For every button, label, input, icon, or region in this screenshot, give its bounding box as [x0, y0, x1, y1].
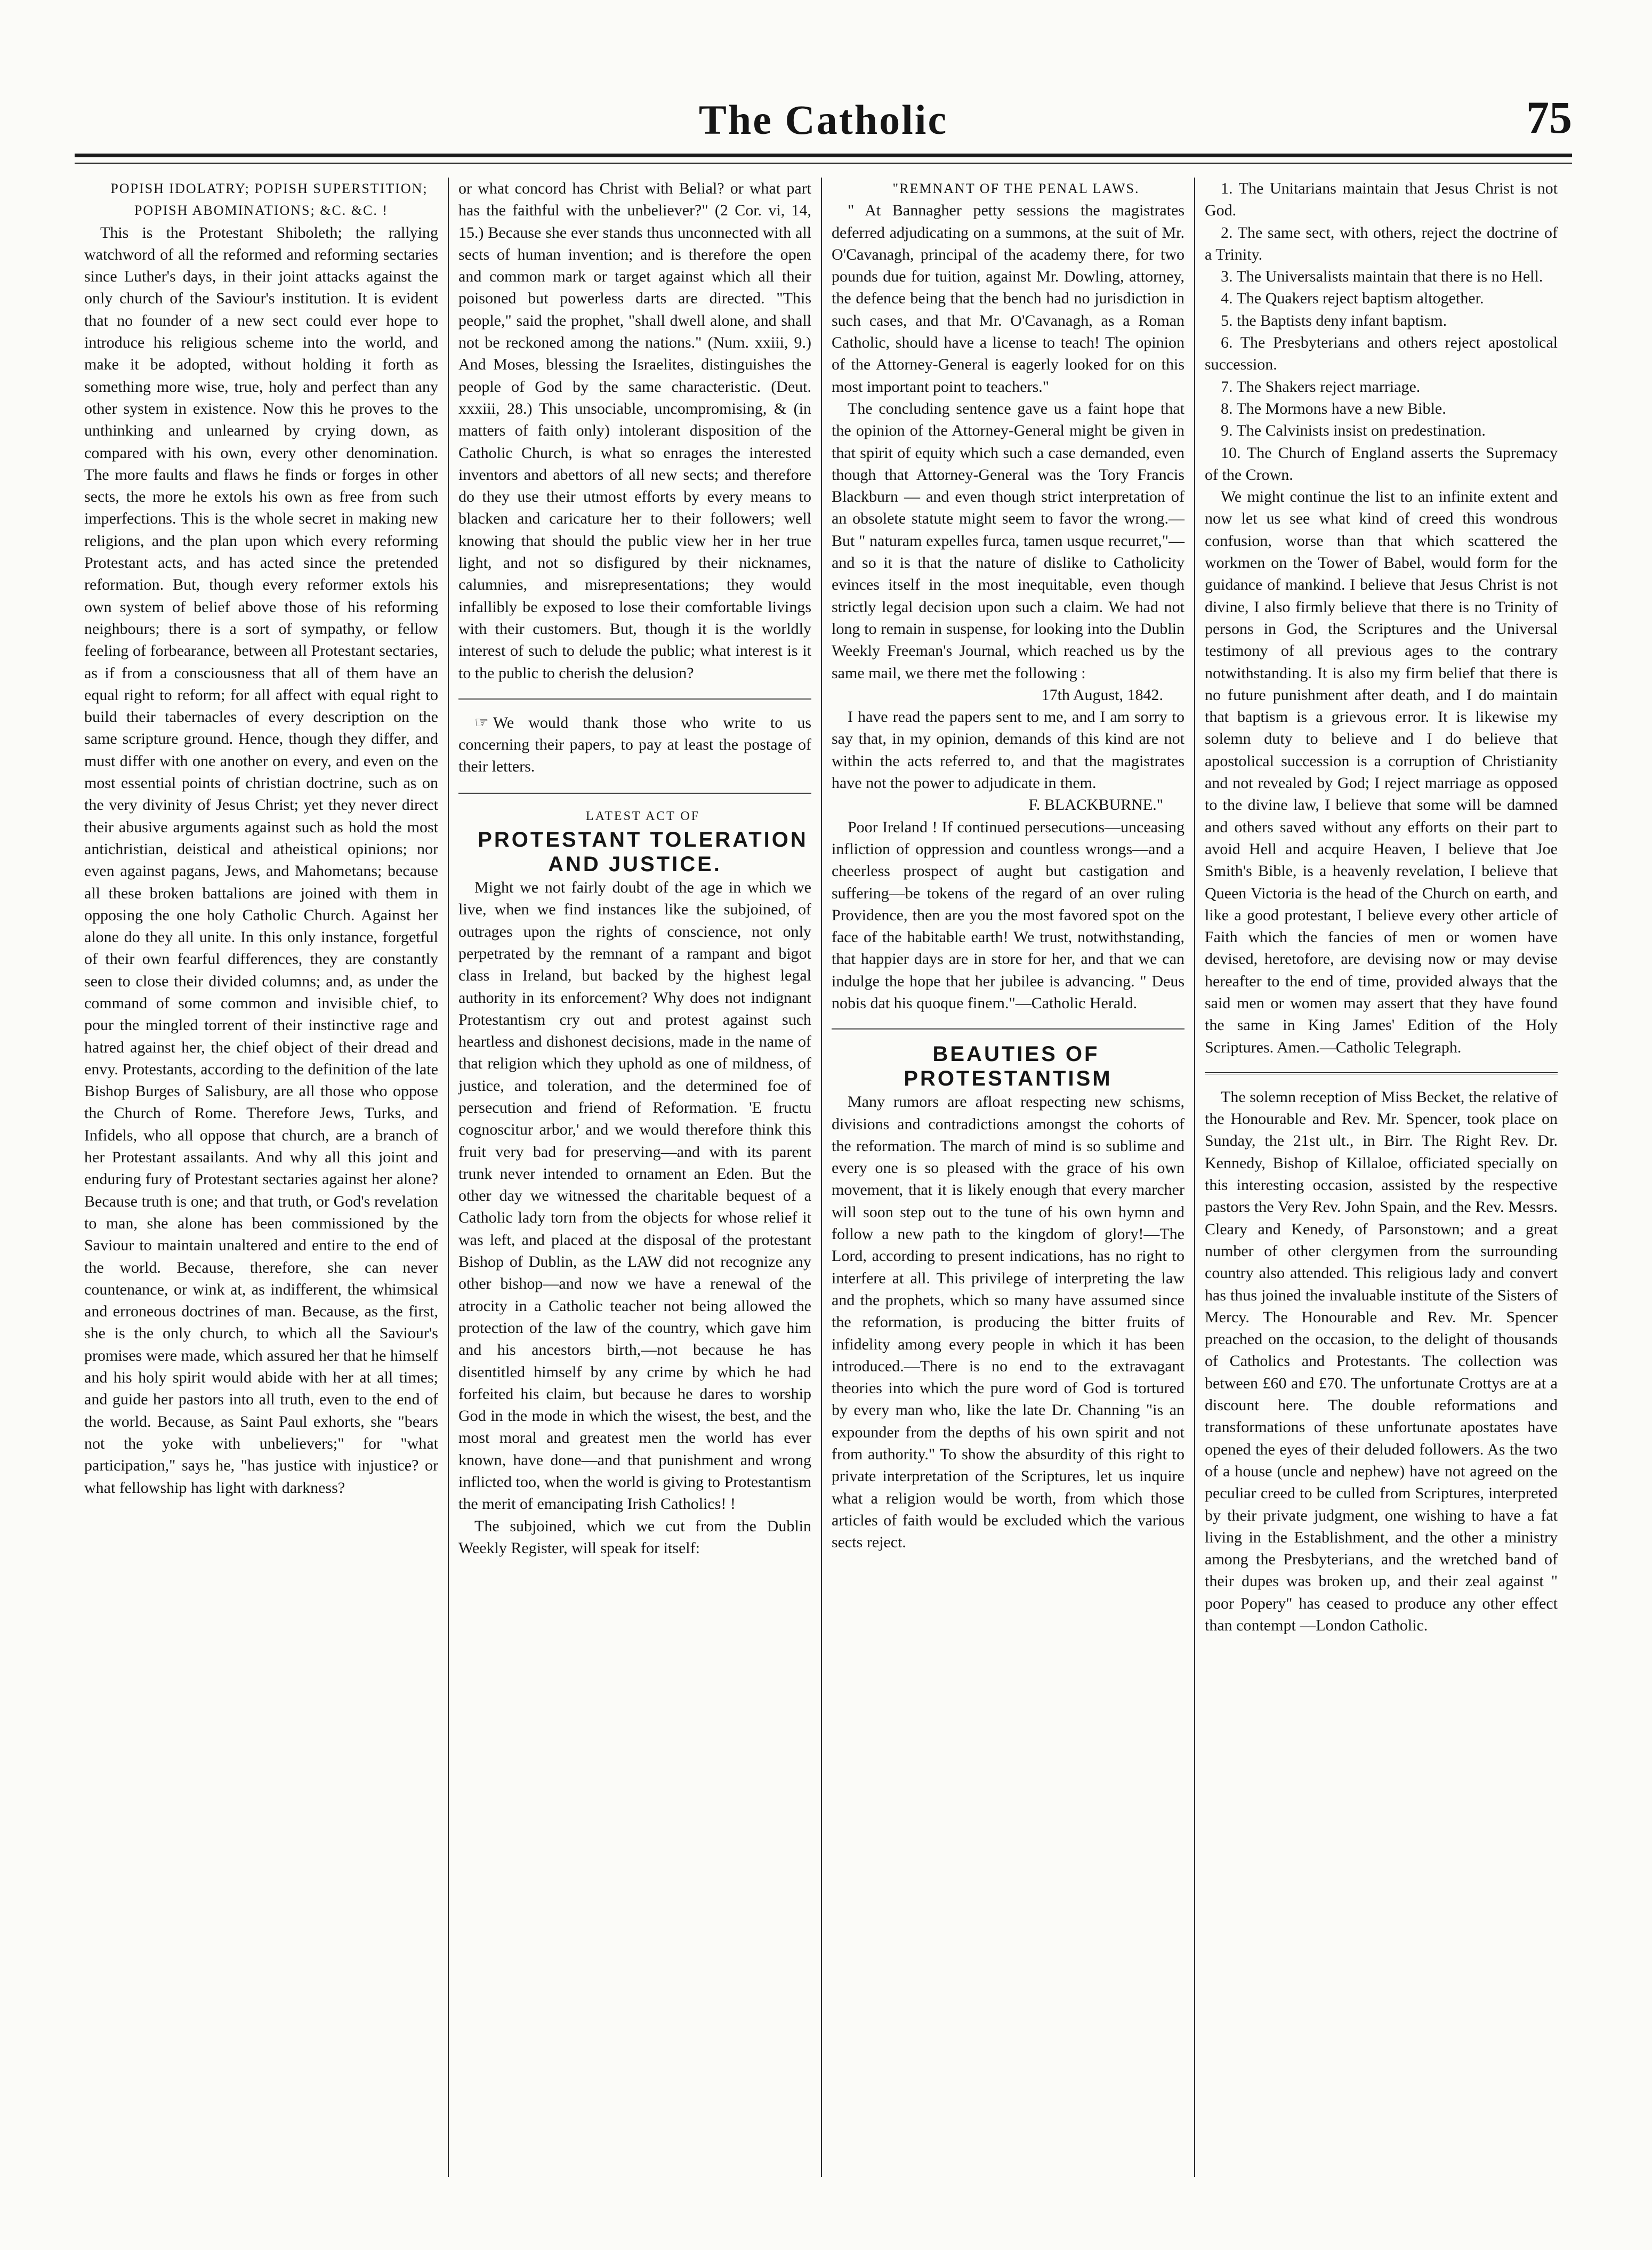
sect-list-item: 5. the Baptists deny infant baptism.: [1221, 311, 1447, 330]
letter-signature: F. BLACKBURNE.": [1028, 796, 1163, 814]
bannagher-paragraph: " At Bannagher petty sessions the magistrates deferred adjudicating on a summons, at the suit of Mr. O'Cavanagh, principal of the academy there, for two pounds due for tuition, against Mr. Dowling, attorney, the defence being that the bench had no jurisdiction in such cases, and that Mr. O'Cavanagh, as a Roman Catholic, should have a license to teach! The opinion of the Attorney-General is eagerly looked for on this most important point to teachers.": [832, 202, 1184, 396]
section-divider: [458, 792, 811, 794]
masthead: [75, 80, 1572, 149]
column-2: [448, 178, 821, 2177]
poor-ireland-paragraph: Poor Ireland ! If continued persecutions—unceasing infliction of oppression and countless wrongs—and a cheerless prospect of aught but castigation and suffering—be tokens of the regard of an over ruling Providence, then are you the most favored spot on the face of the habitable earth! We trust, notwithstanding, that happier days are in store for her, and that we can indulge the hope that her jubilee is advancing. " Deus nobis dat his quoque finem."—Catholic Herald.: [832, 818, 1184, 1012]
rumors-paragraph: Many rumors are afloat respecting new schisms, divisions and contradictions amongst the cohorts of the reformation. The march of mind is so sublime and every one is so pleased with the grace of his own movement, that it is likely enough that every marcher will soon step out to the tune of his own hymn and follow a new path to the kingdom of glory!—The Lord, according to present indications, has no right to interfere at all. This privilege of interpreting the law and the prophets, which so many have assumed since the reformation, is producing the bitter fruits of infidelity among every people in which it has been introduced.—There is no end to the extravagant theories into which the pure word of God is tortured by every man who, like the late Dr. Channing "is an expounder from the depths of his own spirit and not from authority." To show the absurdity of this right to private interpretation of the Scriptures, let us inquire what a religion would be worth, from which those articles of faith would be excluded which the various sects reject.: [832, 1093, 1184, 1552]
belial-paragraph: or what concord has Christ with Belial? or what part has the faithful with the unbeliever?" (2 Cor. vi, 14, 15.) Because she ever stands thus unconnected with all sects of human invention; and is therefore the open and common mark or target against which all their poisoned but powerless darts are directed. "This people," said the prophet, "shall dwell alone, and shall not be reckoned among the nations." (Num. xxiii, 9.) And Moses, blessing the Israelites, distinguishes the people of God by the same characteristic. (Deut. xxxiii, 28.) This unsociable, uncompromising, & (in matters of faith only) intolerant disposition of the Catholic Church, is what so enrages the interested inventors and abettors of all new sects; and therefore do they use their utmost efforts by every means to blacken and caricature her to their followers; well knowing that should the public view her in her true light, and not so disfigured by their nicknames, calumnies, and misrepresentations; they would infallibly be exposed to lose their comfortable livings with their customers. But, though it is the worldly interest of such to delude the public; what interest is it to the public to cherish the delusion?: [458, 180, 811, 682]
toleration-headline: PROTESTANT TOLERATION AND JUSTICE.: [478, 828, 808, 877]
article-columns: [75, 178, 1572, 2177]
journal-title: The Catholic: [698, 97, 948, 143]
header-rule: [75, 154, 1572, 164]
attorney-general-paragraph: The concluding sentence gave us a faint hope that the opinion of the Attorney-General might be given in that spirit of equity which such a case demanded, even though that Attorney-General was the Tory Francis Blackburn — and even though strict interpretation of an obsolete statute might seem to favor the wrong.— But " naturam expelles furca, tamen usque recurret,"—and so it is that the nature of dislike to Catholicity evinces itself in the most inequitable, even though strictly legal decision upon such a claim. We had not long to remain in suspense, for looking into the Dublin Weekly Freeman's Journal, which reached us by the same mail, we there met the following :: [832, 399, 1184, 682]
postage-notice: [458, 712, 811, 778]
sect-list-item: 4. The Quakers reject baptism altogether.: [1221, 290, 1484, 308]
column-3: [821, 178, 1194, 2177]
toleration-paragraph: Might we not fairly doubt of the age in which we live, when we find instances like the subjoined, of outrages upon the rights of conscience, not only perpetrated by the remnant of a rampant and bigot class in Ireland, but backed by the highest legal authority in its enforcement? Why does not indignant Protestantism cry out and protest against such heartless and dishonest decisions, made in the name of that religion which they uphold as one of mildness, of justice, and toleration, and the determined foe of persecution and friend of Reformation. 'E fructu cognoscitur arbor,' and we would therefore think this fruit very bad for preserving—and with its parent trunk never intended to ornament an Eden. But the other day we witnessed the charitable bequest of a Catholic lady torn from the objects for whose relief it was left, and placed at the disposal of the protestant Bishop of Dublin, as the LAW did not recognize any other bishop—and now we have a renewal of the atrocity in a Catholic teacher not being allowed the protection of the law of the country, which gave him and his ancestors birth,—not because he has disentitled himself by any crime by which he had forfeited his claim, but because he dares to worship God in the mode in which the wisest, the best, and the most moral and greatest men the world has ever known, have done—and that punishment and wrong inflicted too, when the world is giving to Protestantism the merit of emancipating Irish Catholics! !: [458, 879, 811, 1513]
shiboleth-paragraph: This is the Protestant Shiboleth; the rallying watchword of all the reformed and reforming sectaries since Luther's days, in their joint attacks against the only church of the Saviour's institution. It is evident that no founder of a new sect could ever hope to introduce his religious scheme into the world, and make it be adopted, without holding it forth as something more wise, true, holy and perfect than any other system in existence. Now this he proves to the unthinking and unlearned by crying down, as compared with his own, every other denomination. The more faults and flaws he finds or forges in other sects, the more he extols his own as free from such imperfections. This is the whole secret in making new religions, and the plan upon which every reforming Protestant acts, and has acted since the pretended reformation. But, though every reformer extols his own system of belief above those of his reforming neighbours; there is a sort of sympathy, or fellow feeling of forbearance, between all Protestant sectaries, as if from a consciousness that all of them have an equal right to reform; for all affect with equal right to build their tabernacles of every description on the same scripture ground. Hence, though they differ, and must differ with one another on every, and even on the most essential points of christian doctrine, such as on the very divinity of Jesus Christ; yet they never direct their abusive arguments against such as hold the most antichristian, deistical and atheistical opinions; nor even against pagans, Jews, and Mahometans; because all these broken battalions are joined with them in opposing the one holy Catholic Church. Against her alone do they all unite. In this only instance, forgetful of their own fearful differences, they are constantly seen to close their divided columns; and, as under the command of some common and invisible chief, to pour the mingled torrent of their instinctive rage and hatred against her, the chief object of their dread and envy. Protestants, according to the definition of the late Bishop Burges of Salisbury, are all those who oppose the Church of Rome. Therefore Jews, Turks, and Infidels, who all oppose that church, are a branch of her Protestant assailants. And why all this joint and enduring fury of Protestant sectaries against her alone? Because truth is one; and that truth, or God's revelation to man, she alone has been commissioned by the Saviour to maintain unaltered and entire to the end of the world. Because, therefore, she can never countenance, or wink at, as indifferent, the whimsical and erroneous doctrines of man. Because, as the first, she is the only church, to which all the Saviour's promises were made, which assured her that he himself and his holy spirit would abide with her at all times; and guide her pastors into all truth, even to the end of the world. Because, as Saint Paul exhorts, she "bears not the yoke with unbelievers;" for "what participation," says he, "has justice with injustice? or what fellowship has light with darkness?: [84, 223, 438, 1497]
article-kicker: LATEST ACT OF: [585, 809, 700, 823]
pointing-hand-icon: ☞: [474, 713, 489, 732]
creed-paragraph: We might continue the list to an infinite extent and now let us see what kind of creed this wondrous confusion, worse than that which scattered the workmen on the Tower of Babel, would form for the guidance of mankind. I believe that Jesus Christ is not divine, I also firmly believe that there is no Trinity of persons in God, the Scriptures and the Universal testimony of all previous ages to the contrary notwithstanding. It is also my firm belief that there is no future punishment after death, and I do maintain that baptism is a grievous error. It is likewise my solemn duty to believe and I do believe that apostolical succession is a corruption of Christianity and not revealed by God; I reject marriage as opposed to the divine law, I believe that some will be damned and others saved without any efforts on their part to avoid Hell and acquire Heaven, I believe that Joe Smith's Bible, is a heavenly revelation, I believe that Queen Victoria is the head of the Church on earth, and like a good protestant, I believe every other article of Faith which the fancies of men or women have devised, heretofore, are devising now or may devise hereafter to the end of time, provided always that the said men or women may assert that they have found the same in King James' Edition of the Holy Scriptures. Amen.—Catholic Telegraph.: [1205, 488, 1558, 1056]
column-4: [1194, 178, 1567, 2177]
letter-date: 17th August, 1842.: [1041, 686, 1163, 704]
becket-reception-paragraph: The solemn reception of Miss Becket, the relative of the Honourable and Rev. Mr. Spencer, took place on Sunday, the 21st ult., in Birr. The Right Rev. Dr. Kennedy, Bishop of Killaloe, officiated specially on this interesting occasion, assisted by the respective pastors the Very Rev. John Spain, and the Rev. Messrs. Cleary and Kenedy, of Parsonstown; and a great number of other clergymen from the surrounding country also attended. This religious lady and convert has thus joined the invaluable institute of the Sisters of Mercy. The Honourable and Rev. Mr. Spencer preached on the occasion, to the delight of thousands of Catholics and Protestants. The collection was between £60 and £70. The unfortunate Crottys are at a discount here. The double reformations and transformations of these unfortunate apostates have opened the eyes of their deluded followers. As the two of a house (uncle and nephew) have not agreed on the peculiar creed to be culled from Scriptures, interpreted by their private judgment, one wishing to have a fat living in the Establishment, and the other a ministry among the Presbyterians, and the wretched band of their dupes was broken up, and their zeal against " poor Popery" has ceased to produce any other effect than contempt —London Catholic.: [1205, 1088, 1558, 1634]
sect-list-item: 7. The Shakers reject marriage.: [1221, 377, 1421, 396]
page-number: 75: [1526, 92, 1572, 143]
sect-list-item: 3. The Universalists maintain that there is no Hell.: [1221, 268, 1543, 286]
beauties-headline: BEAUTIES OF PROTESTANTISM: [904, 1042, 1113, 1091]
sect-list-item: 6. The Presbyterians and others reject apostolical succession.: [1205, 334, 1558, 374]
sect-list-item: 10. The Church of England asserts the Supremacy of the Crown.: [1205, 444, 1558, 484]
penal-laws-subhead: "REMNANT OF THE PENAL LAWS.: [892, 181, 1140, 196]
sect-list-item: 9. The Calvinists insist on predestination.: [1221, 422, 1486, 440]
section-divider: [1205, 1072, 1558, 1074]
column-1: [75, 178, 448, 2177]
section-divider: [832, 1028, 1184, 1030]
section-divider: [458, 698, 811, 700]
sect-list-item: 2. The same sect, with others, reject the doctrine of a Trinity.: [1205, 223, 1558, 263]
letter-paragraph: I have read the papers sent to me, and I am sorry to say that, in my opinion, demands of this kind are not within the acts referred to, and that the magistrates have not the power to adjudicate in them.: [832, 708, 1184, 792]
sect-list-item: 1. The Unitarians maintain that Jesus Christ is not God.: [1205, 180, 1558, 220]
sect-list-item: 8. The Mormons have a new Bible.: [1221, 399, 1446, 417]
postage-notice-text: We would thank those who write to us concerning their papers, to pay at least the postage of their letters.: [458, 713, 811, 776]
register-intro-paragraph: The subjoined, which we cut from the Dublin Weekly Register, will speak for itself:: [458, 1517, 811, 1557]
popish-idolatry-subhead: POPISH IDOLATRY; POPISH SUPERSTITION; POPISH ABOMINATIONS; &C. &C. !: [110, 181, 428, 219]
